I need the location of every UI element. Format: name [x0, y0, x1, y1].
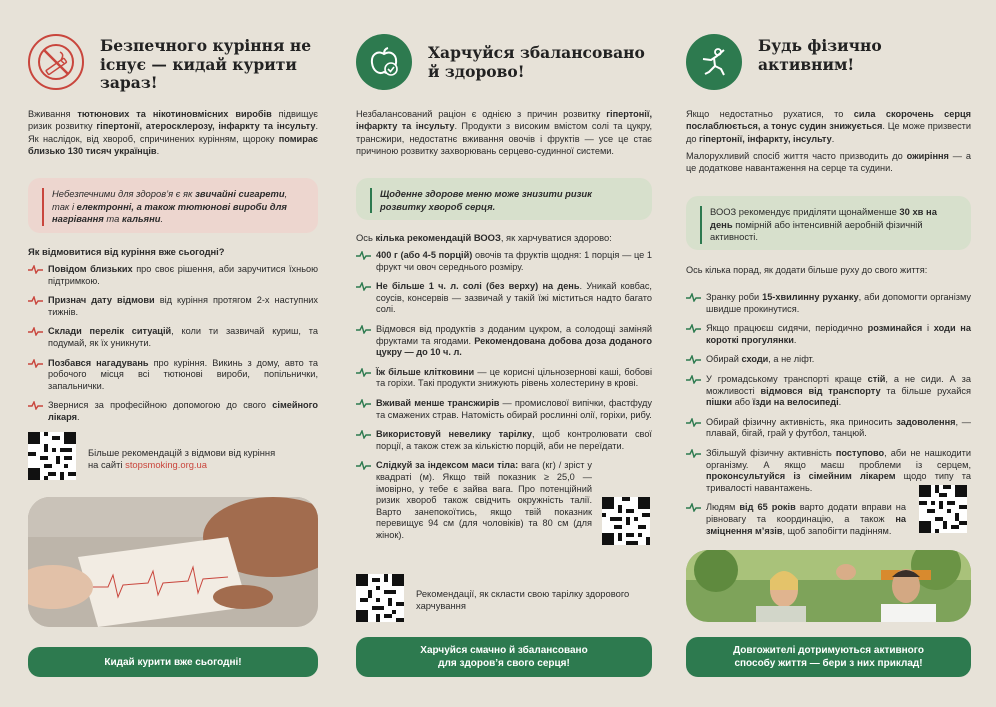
quit-smoking-button[interactable]: Кидай курити вже сьогодні! — [28, 647, 318, 677]
activity-header — [686, 0, 971, 100]
eat-healthy-button[interactable]: Харчуйся смачно й збалансовано для здоров’я свого серця! — [356, 637, 652, 677]
list-item: Збільшуй фізичну активність поступово, аби не нашкодити організму. А якщо маєш проблеми із серцем, проконсультуйся із сімейним лікарем щодо типу та тривалості навантажень. — [686, 448, 971, 494]
nutrition-header — [356, 0, 652, 100]
list-item: Слідкуй за індексом маси тіла: вага (кг) / зріст у квадраті (м). Якщо твій показник ≥ 25,0 — імовірно, у тебе є зайва вага. Про потенційний ризик хвороб також свідчить окружність талії. Варто занепокоїтись, якщо твій показник перевищує 94 см (для чоловіків) та 80 см (для жінок). — [356, 460, 592, 541]
list-item: 400 г (або 4-5 порцій) овочів та фруктів щодня: 1 порція — це 1 фрукт чи овоч середнього розміру. — [356, 250, 652, 273]
column-smoking — [28, 0, 318, 707]
activity-intro: Якщо недостатньо рухатися, то сила скорочень серця послаблюється, а тонус судин знижується. Це може призвести до гіпертонії, інфаркту, інсульту. — [686, 109, 972, 144]
list-item: Зранку роби 15-хвилинну руханку, аби допомогти організму швидше прокинутися. — [686, 292, 971, 315]
nutrition-intro: Незбалансований раціон є однією з причин розвитку гіпертонії, інфаркту та інсульту. Продукти з високим вмістом солі та цукру, трансжири, недостатнє вживання овочів і фруктів — усе це стає причиною розвитку захворювань серцево-судинної системи. — [356, 109, 653, 157]
qr-code-bmi[interactable] — [602, 497, 650, 545]
activity-callout: ВООЗ рекомендує приділяти щонайменше 30 хв на день помірній або інтенсивній аеробній фізичній активності. — [686, 196, 971, 250]
smoking-callout: Небезпечними для здоров’я є як звичайні сигарети, так і електронні, а також тютюнові вироби для нагрівання та кальяни. — [28, 178, 318, 233]
column-nutrition — [356, 0, 652, 707]
list-item: Склади перелік ситуацій, коли ти зазвичай куриш, та подумай, як їх уникнути. — [28, 326, 318, 349]
list-item: Відмовся від продуктів з доданим цукром, а солодощі заміняй фруктами та ягодами. Рекомендована добова доза доданого цукру — до 10 ч. л. — [356, 324, 652, 359]
activity-section-title: Ось кілька порад, як додати більше руху до свого життя: — [686, 265, 928, 275]
list-item: Їж більше клітковини — це корисні цільнозернові каші, бобові та горіхи. Такі продукти знижують рівень холестерину в крові. — [356, 367, 652, 390]
ecg-consultation-photo — [28, 497, 318, 627]
high-five-park-photo — [686, 550, 971, 622]
list-item: Якщо працюєш сидячи, періодично розминайся і ходи на короткі прогулянки. — [686, 323, 971, 346]
nutrition-callout: Щоденне здорове меню може знизити ризик розвитку хвороб серця. — [356, 178, 652, 220]
smoking-title: Безпечного куріння не існує — кидай курити зараз! — [100, 36, 312, 92]
nutrition-section-title: Ось кілька рекомендацій ВООЗ, як харчуватися здорово: — [356, 232, 612, 243]
list-item: Признач дату відмови від куріння протягом 2-х наступних тижнів. — [28, 295, 318, 318]
apple-check-icon — [356, 34, 412, 90]
healthy-plate-caption: Рекомендації, як скласти свою тарілку здорового харчування — [416, 588, 630, 612]
list-item: Звернися за професійною допомогою до свого сімейного лікаря. — [28, 400, 318, 423]
list-item: Повідом близьких про своє рішення, аби заручитися їхньою підтримкою. — [28, 264, 318, 287]
list-item: Використовуй невелику тарілку, щоб контролювати свої порції, а також стеж за кількістю порцій, аби не переїдати. — [356, 429, 652, 452]
list-item: У громадському транспорті краще стій, а не сиди. А за можливості відмовся від транспорту та більше рухайся пішки або їзди на велосипеді. — [686, 374, 971, 409]
active-lifestyle-button[interactable]: Довгожителі дотримуються активного способу життя — бери з них приклад! — [686, 637, 971, 677]
smoking-tips-list — [28, 264, 318, 432]
list-item: Людям від 65 років варто додати вправи на рівновагу та координацію, а також на зміцнення м’язів, щоб запобігти падінням. — [686, 502, 906, 537]
list-item: Обирай сходи, а не ліфт. — [686, 354, 971, 366]
smoking-header — [28, 0, 318, 100]
smoking-intro: Вживання тютюнових та нікотиновмісних виробів підвищує ризик розвитку гіпертонії, атеросклерозу, інфаркту та інсульту. Як наслідок, від хвороб, спричинених курінням, щороку помирає близько 130 тисяч українців. — [28, 109, 318, 157]
exercise-icon — [686, 34, 742, 90]
qr-code-stopsmoking[interactable] — [28, 432, 76, 480]
list-item: Не більше 1 ч. л. солі (без верху) на день. Уникай ковбас, соусів, консервів — зазвичай у такій їжі міститься надто багато солі. — [356, 281, 652, 316]
activity-title: Будь фізично активним! — [758, 36, 882, 74]
qr-code-activity[interactable] — [919, 485, 967, 533]
nutrition-title: Харчуйся збалансовано й здорово! — [428, 43, 645, 81]
smoking-section-title: Як відмовитися від куріння вже сьогодні? — [28, 246, 225, 257]
activity-intro-2: Малорухливий спосіб життя часто призводить до ожиріння — а це додаткове навантаження на серце та судини. — [686, 151, 971, 174]
list-item: Позбався нагадувань про куріння. Викинь з дому, авто та робочого місця всі тютюнові вироби, попільнички, запальнички. — [28, 358, 318, 393]
no-smoking-icon — [28, 34, 84, 90]
column-activity — [686, 0, 971, 707]
list-item: Обирай фізичну активність, яка приносить задоволення, — плавай, бігай, грай у футбол, танцюй. — [686, 417, 971, 440]
qr-caption: Більше рекомендацій з відмови від куріння на сайті stopsmoking.org.ua — [88, 447, 276, 471]
stopsmoking-link[interactable]: stopsmoking.org.ua — [125, 459, 207, 471]
qr-code-healthy-plate[interactable] — [356, 574, 404, 622]
list-item: Вживай менше трансжирів — промислової випічки, фастфуду та смажених страв. Натомість обирай рослинні олії, горіхи, рибу. — [356, 398, 652, 421]
